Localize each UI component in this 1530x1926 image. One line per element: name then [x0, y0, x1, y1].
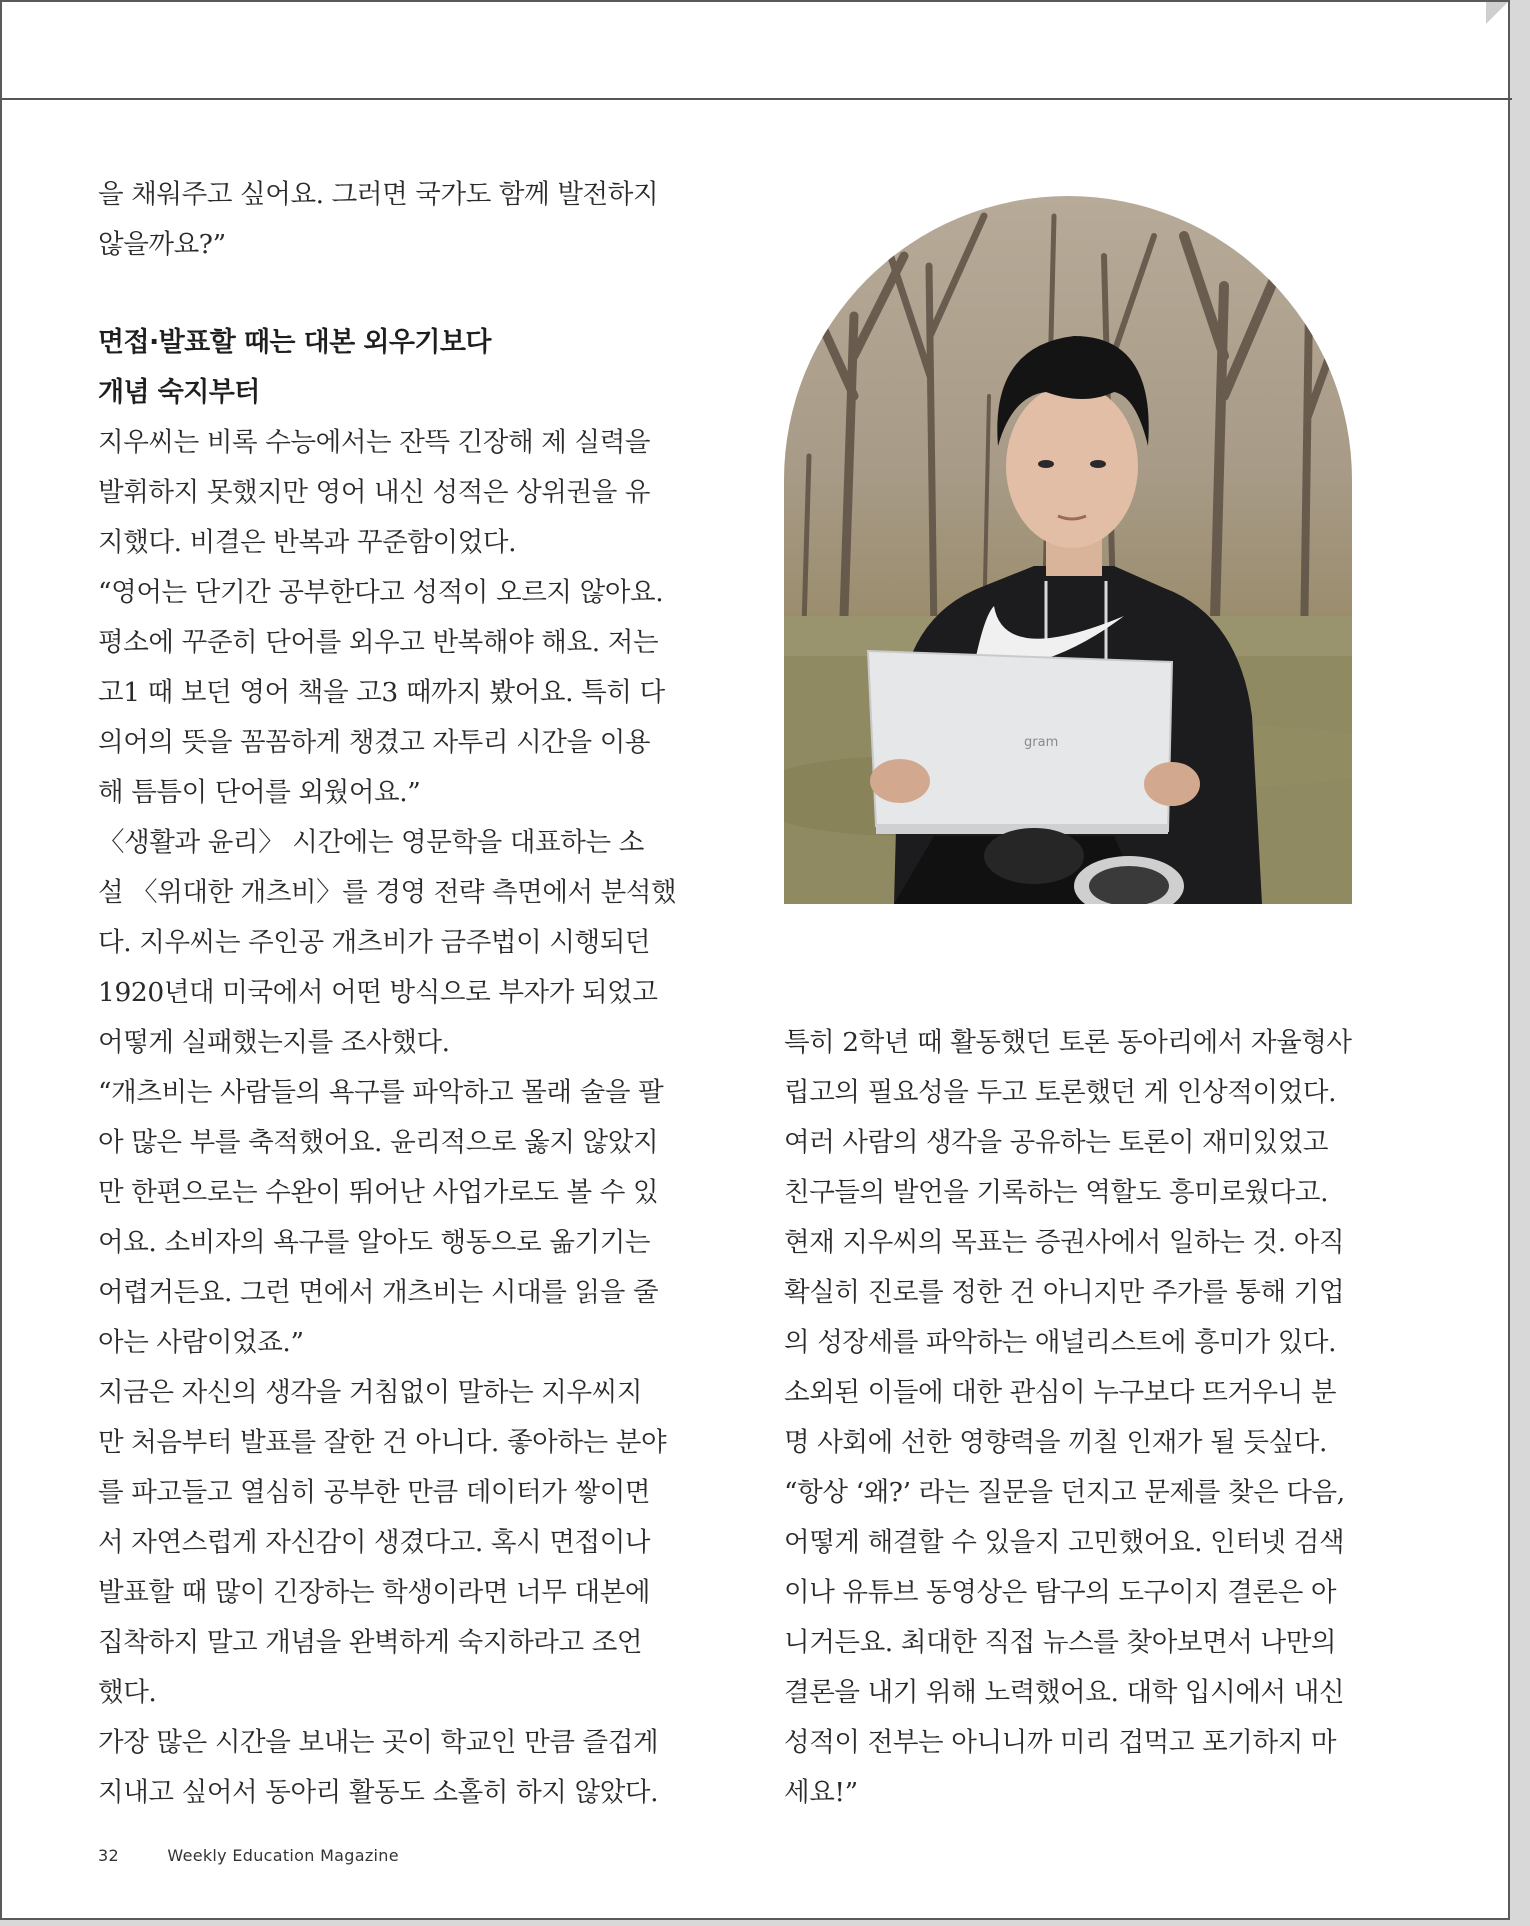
text-line: 어떻게 해결할 수 있을지 고민했어요. 인터넷 검색: [784, 1527, 1345, 1558]
text-line: 만 처음부터 발표를 잘한 건 아니다. 좋아하는 분야: [98, 1427, 667, 1458]
text-line: 1920년대 미국에서 어떤 방식으로 부자가 되었고: [98, 977, 658, 1008]
text-line: 립고의 필요성을 두고 토론했던 게 인상적이었다.: [784, 1077, 1337, 1108]
photo-illustration: [784, 196, 1352, 904]
text-line: 어요. 소비자의 욕구를 알아도 행동으로 옮기기는: [98, 1227, 651, 1258]
text-line: 서 자연스럽게 자신감이 생겼다고. 혹시 면접이나: [98, 1527, 651, 1558]
text-line: 했다.: [98, 1677, 157, 1708]
text-line: 아는 사람이었죠.”: [98, 1327, 304, 1358]
text-line: 명 사회에 선한 영향력을 끼칠 인재가 될 듯싶다.: [784, 1427, 1327, 1458]
text-line: 소외된 이들에 대한 관심이 누구보다 뜨거우니 분: [784, 1377, 1337, 1408]
text-line: “항상 ‘왜?’ 라는 질문을 던지고 문제를 찾은 다음,: [784, 1477, 1345, 1508]
magazine-name: Weekly Education Magazine: [167, 1846, 399, 1865]
text-line: “개츠비는 사람들의 욕구를 파악하고 몰래 술을 팔: [98, 1077, 664, 1108]
text-line: 설 〈위대한 개츠비〉를 경영 전략 측면에서 분석했: [98, 877, 677, 908]
text-line: 세요!”: [784, 1777, 858, 1808]
text-line: 〈생활과 윤리〉 시간에는 영문학을 대표하는 소: [98, 827, 644, 858]
right-body-text: [784, 1018, 1352, 1818]
text-line: “영어는 단기간 공부한다고 성적이 오르지 않아요.: [98, 577, 664, 608]
text-line: 어떻게 실패했는지를 조사했다.: [98, 1027, 450, 1058]
text-line: 발표할 때 많이 긴장하는 학생이라면 너무 대본에: [98, 1577, 651, 1608]
text-line: 여러 사람의 생각을 공유하는 토론이 재미있었고: [784, 1127, 1329, 1158]
page-number: 32: [98, 1846, 119, 1865]
text-line: 해 틈틈이 단어를 외웠어요.”: [98, 777, 421, 808]
text-line: 지금은 자신의 생각을 거침없이 말하는 지우씨지: [98, 1377, 643, 1408]
text-line: 어렵거든요. 그런 면에서 개츠비는 시대를 읽을 줄: [98, 1277, 659, 1308]
text-line: 성적이 전부는 아니니까 미리 겁먹고 포기하지 마: [784, 1727, 1337, 1758]
text-line: 의어의 뜻을 꼼꼼하게 챙겼고 자투리 시간을 이용: [98, 727, 651, 758]
text-line: 지했다. 비결은 반복과 꾸준함이었다.: [98, 527, 517, 558]
header-rule: [2, 98, 1512, 100]
text-line: 가장 많은 시간을 보내는 곳이 학교인 만큼 즐겁게: [98, 1727, 659, 1758]
page-footer: [98, 1846, 399, 1865]
text-line: 만 한편으로는 수완이 뛰어난 사업가로도 볼 수 있: [98, 1177, 659, 1208]
text-line: 집착하지 말고 개념을 완벽하게 숙지하라고 조언: [98, 1627, 643, 1658]
text-line: 발휘하지 못했지만 영어 내신 성적은 상위권을 유: [98, 477, 651, 508]
text-line: 아 많은 부를 축적했어요. 윤리적으로 옳지 않았지: [98, 1127, 659, 1158]
text-line: 이나 유튜브 동영상은 탐구의 도구이지 결론은 아: [784, 1577, 1337, 1608]
text-line: 지우씨는 비록 수능에서는 잔뜩 긴장해 제 실력을: [98, 427, 651, 458]
text-line: 고1 때 보던 영어 책을 고3 때까지 봤어요. 특히 다: [98, 677, 665, 708]
portrait-photo: [784, 196, 1352, 904]
text-line: 의 성장세를 파악하는 애널리스트에 흥미가 있다.: [784, 1327, 1337, 1358]
laptop-brand-logo: gram: [1024, 735, 1059, 750]
text-line: 니거든요. 최대한 직접 뉴스를 찾아보면서 나만의: [784, 1627, 1337, 1658]
text-line: 을 채워주고 싶어요. 그러면 국가도 함께 발전하지: [98, 179, 659, 210]
text-line: 확실히 진로를 정한 건 아니지만 주가를 통해 기업: [784, 1277, 1345, 1308]
text-line: 결론을 내기 위해 노력했어요. 대학 입시에서 내신: [784, 1677, 1345, 1708]
text-line: 를 파고들고 열심히 공부한 만큼 데이터가 쌓이면: [98, 1477, 651, 1508]
text-line: 지내고 싶어서 동아리 활동도 소홀히 하지 않았다.: [98, 1777, 659, 1808]
section-heading-line-1: 면접·발표할 때는 대본 외우기보다: [98, 327, 491, 358]
left-body-text: [98, 418, 676, 1818]
text-line: 다. 지우씨는 주인공 개츠비가 금주법이 시행되던: [98, 927, 651, 958]
text-line: 평소에 꾸준히 단어를 외우고 반복해야 해요. 저는: [98, 627, 659, 658]
text-line: 특히 2학년 때 활동했던 토론 동아리에서 자율형사: [784, 1027, 1352, 1058]
text-line: 친구들의 발언을 기록하는 역할도 흥미로웠다고.: [784, 1177, 1329, 1208]
text-line: 현재 지우씨의 목표는 증권사에서 일하는 것. 아직: [784, 1227, 1345, 1258]
page-curl: [1486, 2, 1508, 24]
text-line: 않을까요?”: [98, 229, 226, 260]
section-heading-line-2: 개념 숙지부터: [98, 377, 260, 408]
